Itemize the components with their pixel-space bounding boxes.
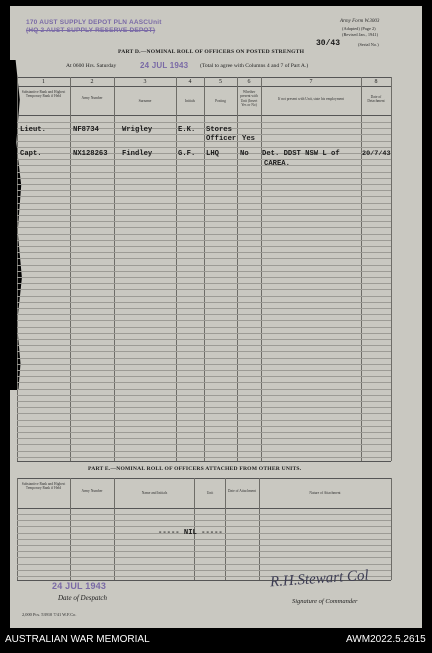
part-e-title: PART E.—NOMINAL ROLL OF OFFICERS ATTACHED FROM OTHER UNITS. [88, 466, 302, 472]
part-e-top-border [17, 478, 391, 479]
row2-army-number: NX128263 [73, 150, 108, 158]
ruled-line [17, 395, 391, 396]
ruled-line [17, 277, 391, 278]
ruled-line [17, 432, 391, 433]
col-divider [17, 478, 18, 580]
ruled-line [17, 444, 391, 445]
ruled-line [17, 551, 391, 552]
ruled-line [17, 147, 391, 148]
ruled-line [17, 426, 391, 427]
ruled-line [17, 376, 391, 377]
ruled-line [17, 184, 391, 185]
ruled-line [17, 557, 391, 558]
ruled-line [17, 165, 391, 166]
ruled-line [17, 514, 391, 515]
ruled-line [17, 345, 391, 346]
col-number-2: 2 [90, 79, 94, 85]
ruled-line [17, 289, 391, 290]
signature-label: Signature of Commander [292, 598, 358, 605]
col-header-rank: Substantive Rank and Highest Temporary Rank if Held [21, 90, 66, 99]
row1-posting-line2: Officer [206, 135, 237, 143]
ruled-line [17, 203, 391, 204]
ruled-line [17, 308, 391, 309]
ruled-line [17, 302, 391, 303]
part-e-header-border [17, 508, 391, 509]
row2-initials: G.F. [178, 150, 196, 158]
ruled-line [17, 320, 391, 321]
ruled-line [17, 258, 391, 259]
ruled-line [17, 265, 391, 266]
ruled-line [17, 370, 391, 371]
row1-surname: Wrigley [122, 126, 153, 134]
col-divider [225, 478, 226, 580]
ruled-line [17, 234, 391, 235]
footer-accession-number: AWM2022.5.2615 [346, 634, 426, 645]
footer-institution: AUSTRALIAN WAR MEMORIAL [5, 634, 150, 645]
col-divider [114, 478, 115, 580]
ruled-line [17, 526, 391, 527]
row1-posting: Stores [206, 126, 232, 134]
row2-employment-line2: CAREA. [264, 160, 290, 168]
col-number-3: 3 [143, 79, 147, 85]
ruled-line [17, 209, 391, 210]
form-ref-line3: (Revised Jan., 1941) [342, 32, 379, 37]
ruled-line [17, 196, 391, 197]
col-header-employment: If not present with Unit, state his employment [277, 97, 345, 101]
serial-label: (Serial No.) [358, 42, 379, 47]
ruled-line [17, 539, 391, 540]
ruled-line [17, 520, 391, 521]
col-number-4: 4 [188, 79, 192, 85]
row2-surname: Findley [122, 150, 153, 158]
ruled-line [17, 420, 391, 421]
col-number-8: 8 [374, 79, 378, 85]
ruled-line [17, 178, 391, 179]
printer-imprint: 2,000 Pcs. 53910 7/41 W.F.Co. [22, 612, 77, 617]
ruled-line [17, 545, 391, 546]
part-e-nil-entry: ----- NIL ----- [158, 529, 223, 537]
row2-present: No [240, 150, 249, 158]
ruled-line [17, 283, 391, 284]
col-divider [70, 478, 71, 580]
ruled-line [17, 358, 391, 359]
form-ref-line1: Army Form W.3003 [340, 19, 380, 24]
col-divider [391, 478, 392, 580]
row1-initials: E.K. [178, 126, 196, 134]
ruled-line [17, 141, 391, 142]
ruled-line [17, 407, 391, 408]
part-e-header-nature: Nature of Attachment [309, 491, 341, 495]
despatch-date-stamp: 24 JUL 1943 [52, 581, 107, 591]
ruled-line [17, 296, 391, 297]
ruled-line [17, 564, 391, 565]
col-divider [259, 478, 260, 580]
ruled-line [17, 240, 391, 241]
part-d-date-stamp: 24 JUL 1943 [140, 61, 189, 70]
part-d-bottom-border [17, 461, 391, 462]
ruled-line [17, 457, 391, 458]
unit-stamp-line1: 170 AUST SUPPLY DEPOT PLN AASCUnit [26, 19, 162, 26]
ruled-line [17, 215, 391, 216]
col-header-surname: Surname [138, 99, 152, 103]
form-ref-line2: (Adapted) (Page 2) [342, 26, 376, 31]
part-e-header-unit: Unit [206, 491, 214, 495]
col-header-detachment-date: Date of Detachment [367, 95, 385, 104]
row1-rank: Lieut. [20, 126, 46, 134]
despatch-date-label: Date of Despatch [58, 594, 107, 602]
col-number-1: 1 [42, 79, 45, 85]
col-divider [391, 77, 392, 461]
row2-posting: LHQ [206, 150, 219, 158]
col-number-7: 7 [309, 79, 313, 85]
col-header-present: Whether present with Unit (Insert Yes or No) [240, 90, 258, 108]
ruled-line [17, 252, 391, 253]
ruled-line [17, 389, 391, 390]
col-header-initials: Initials [185, 99, 195, 103]
ruled-line [17, 190, 391, 191]
ruled-line [17, 227, 391, 228]
ruled-line [17, 451, 391, 452]
row1-present: Yes [242, 135, 255, 143]
ruled-line [17, 351, 391, 352]
row1-army-number: NF8734 [73, 126, 99, 134]
ruled-line [17, 314, 391, 315]
ruled-line [17, 327, 391, 328]
part-e-header-army-number: Army Number [81, 489, 103, 493]
ruled-line [17, 271, 391, 272]
ruled-line [17, 159, 391, 160]
ruled-line [17, 333, 391, 334]
col-header-posting: Posting [215, 99, 226, 103]
part-d-date-note: (Total to agree with Columns 4 and 7 of Part A.) [200, 63, 309, 69]
part-e-header-date: Date of Attachment [227, 489, 257, 493]
ruled-line [17, 134, 391, 135]
part-d-date-prefix: At 0600 Hrs. Saturday [66, 63, 117, 69]
col-number-5: 5 [219, 79, 222, 85]
archive-footer [0, 628, 432, 653]
row2-employment: Det. DDST NSW L of [262, 150, 340, 158]
part-e-header-rank: Substantive Rank and Highest Temporary Rank if Held [21, 482, 66, 491]
ruled-line [17, 364, 391, 365]
ruled-line [17, 122, 391, 123]
part-e-header-name: Name and Initials [141, 491, 168, 495]
ruled-line [17, 221, 391, 222]
ruled-line [17, 246, 391, 247]
unit-stamp-line2: (HQ 2 AUST SUPPLY RESERVE DEPOT) [26, 27, 156, 34]
commander-signature: R.H.Stewart Col [269, 567, 370, 591]
ruled-line [17, 401, 391, 402]
serial-number: 30/43 [316, 39, 341, 48]
col-header-army-number: Army Number [81, 96, 103, 100]
col-number-6: 6 [247, 79, 251, 85]
row2-rank: Capt. [20, 150, 42, 158]
ruled-line [17, 413, 391, 414]
ruled-line [17, 339, 391, 340]
ruled-line [17, 172, 391, 173]
ruled-line [17, 438, 391, 439]
part-d-title: PART D.—NOMINAL ROLL OF OFFICERS ON POSTED STRENGTH [118, 49, 305, 55]
row2-detachment-date: 20/7/43 [362, 150, 391, 158]
ruled-line [17, 382, 391, 383]
